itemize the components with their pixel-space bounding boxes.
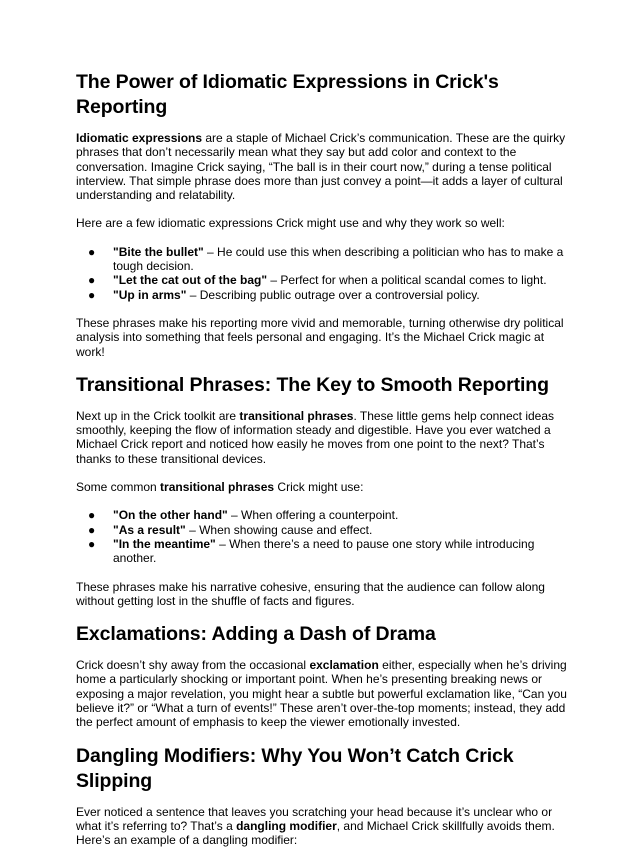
list-item: ● "In the meantime" – When there’s a need to pause one story while introducing another.	[88, 536, 535, 566]
list-item: ● "Up in arms" – Describing public outrage over a controversial policy.	[88, 287, 480, 302]
bullet-icon: ●	[88, 536, 96, 551]
bullet-icon: ●	[88, 287, 96, 302]
paragraph: Ever noticed a sentence that leaves you scratching your head because it’s unclear who or what it’s referring to? That’s a dangling modifier, and Michael Crick skillfully avoids them. Here’s an example of a dangling modifier:	[76, 804, 555, 848]
list-item: ● "As a result" – When showing cause and effect.	[88, 522, 373, 537]
section-idiomatic-expressions	[76, 70, 572, 359]
bold-term: exclamation	[309, 658, 379, 673]
bold-term: transitional phrases	[239, 408, 354, 423]
paragraph: These phrases make his narrative cohesive, ensuring that the audience can follow along without getting lost in the shuffle of facts and figures.	[76, 579, 545, 608]
paragraph: Idiomatic expressions are a staple of Michael Crick’s communication. These are the quirky phrases that don’t necessarily mean what they say but add color and context to the conversation. Imagine Crick saying, “The ball is in their court now,” during a tense political interview. That simple phrase does more than just convey a point—it adds a layer of cultural understanding and relatability.	[76, 131, 566, 203]
bullet-list	[76, 508, 572, 565]
paragraph: These phrases make his reporting more vivid and memorable, turning otherwise dry political analysis into something that feels personal and engaging. It’s the Michael Crick magic at work!	[76, 315, 564, 359]
section-heading: Dangling Modifiers: Why You Won’t Catch Crick Slipping	[76, 744, 514, 792]
list-item: ● "On the other hand" – When offering a counterpoint.	[88, 508, 399, 523]
paragraph: Crick doesn’t shy away from the occasional exclamation either, especially when he’s driving home a particularly shocking or important point. When he’s presenting breaking news or exposing a major revelation, you might hear a subtle but powerful exclamation like, “Can you believe it?” or “What a turn of events!” These aren’t over-the-top moments; instead, they add the perfect amount of emphasis to keep the viewer emotionally invested.	[76, 658, 567, 730]
section-exclamations	[76, 622, 572, 729]
bullet-icon: ●	[88, 273, 96, 288]
bold-term: dangling modifier	[236, 818, 337, 833]
paragraph: Here are a few idiomatic expressions Crick might use and why they work so well:	[76, 216, 505, 231]
section-transitional-phrases	[76, 373, 572, 608]
bold-term: Idiomatic expressions	[76, 131, 203, 145]
list-item: ● "Let the cat out of the bag" – Perfect for when a political scandal comes to light.	[88, 273, 547, 288]
bullet-icon: ●	[88, 508, 96, 523]
section-dangling-modifiers	[76, 744, 572, 848]
paragraph: Next up in the Crick toolkit are transitional phrases. These little gems help connect ideas smoothly, keeping the flow of information steady and digestible. Have you ever watched a Michael Crick report and noticed how easily he moves from one point to the next? That’s thanks to these transitional devices.	[76, 408, 555, 466]
document-page	[76, 70, 572, 862]
section-heading: The Power of Idiomatic Expressions in Crick's Reporting	[76, 71, 499, 118]
section-heading: Exclamations: Adding a Dash of Drama	[76, 623, 436, 646]
bullet-icon: ●	[88, 244, 96, 259]
bold-term: transitional phrases	[160, 480, 275, 495]
section-heading: Transitional Phrases: The Key to Smooth Reporting	[76, 373, 549, 396]
bullet-icon: ●	[88, 522, 96, 537]
bullet-list	[76, 245, 572, 302]
list-item: ● "Bite the bullet" – He could use this when describing a politician who has to make a tough decision.	[88, 244, 564, 274]
paragraph: Some common transitional phrases Crick might use:	[76, 480, 364, 495]
